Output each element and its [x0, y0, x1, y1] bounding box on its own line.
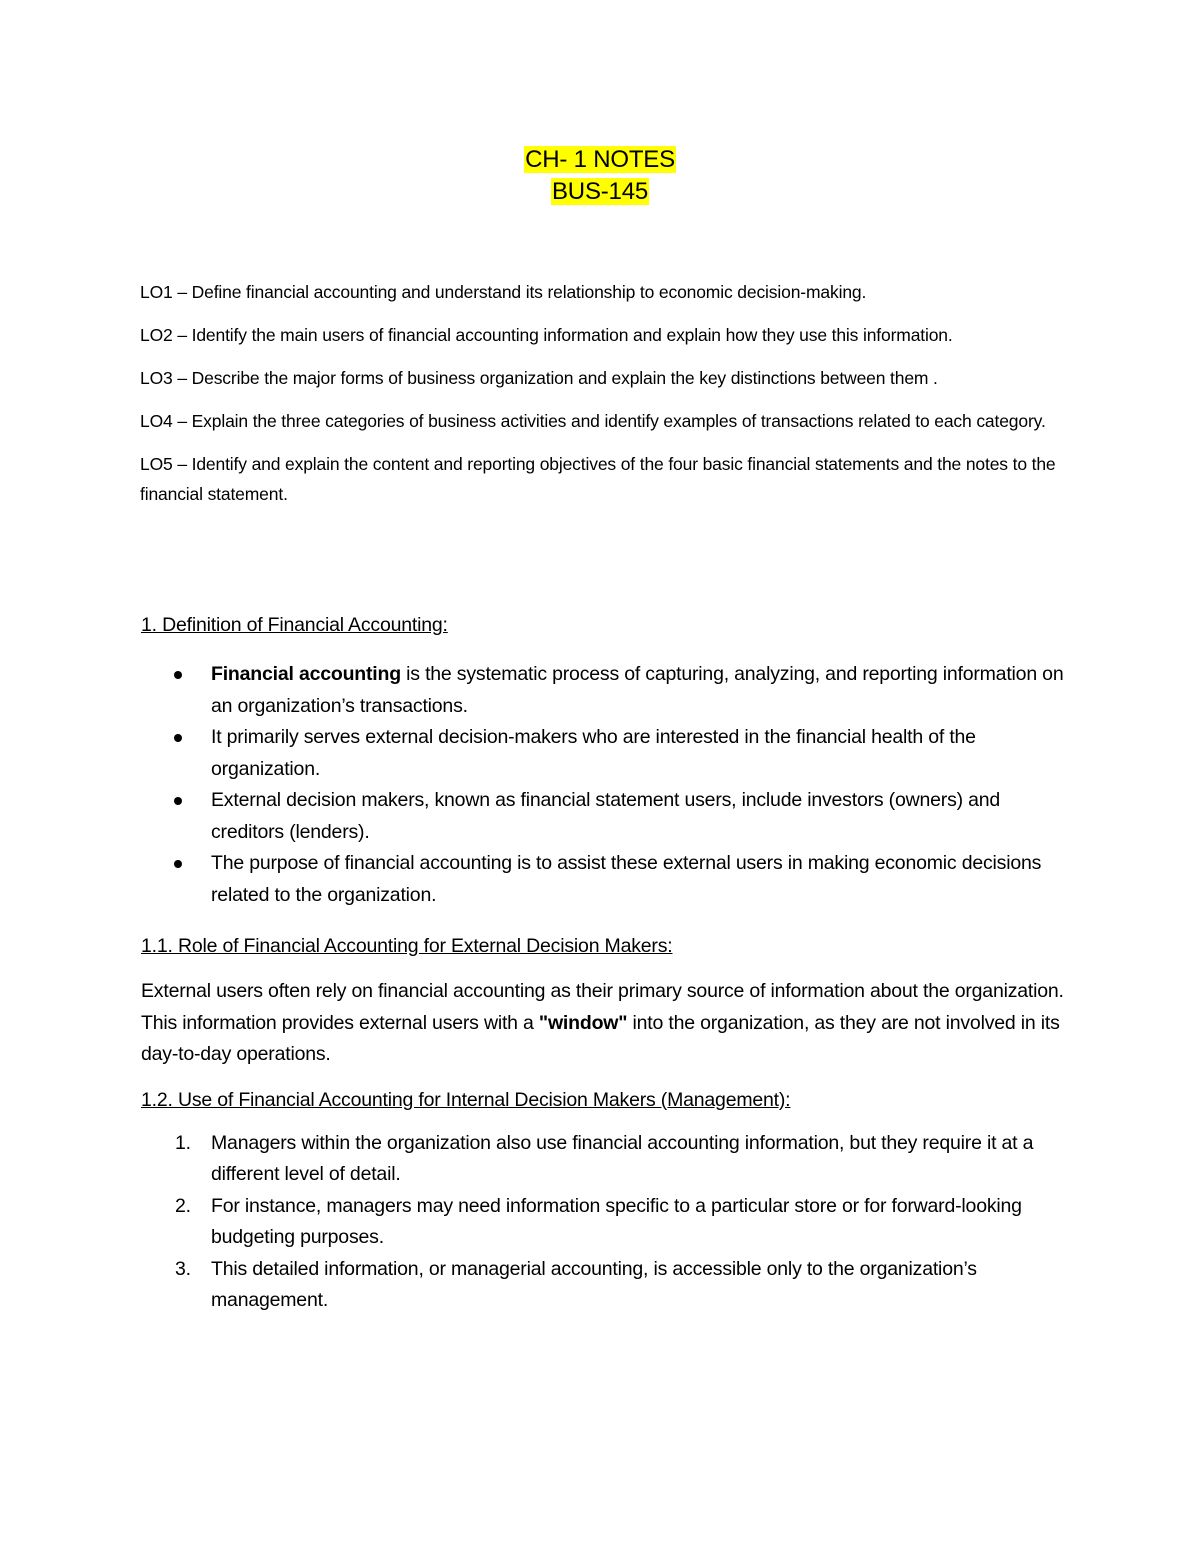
section-1-heading: 1. Definition of Financial Accounting: [141, 614, 448, 636]
section-1-1-heading: 1.1. Role of Financial Accounting for External Decision Makers: [141, 935, 673, 957]
list-item: It primarily serves external decision-makers who are interested in the financial health of the organization. [141, 722, 1071, 785]
bold-window: "window" [538, 1011, 628, 1034]
objective-lo4: LO4 – Explain the three categories of business activities and identify examples of transactions related to each category. [140, 411, 1046, 431]
bullet-icon [174, 797, 182, 805]
bullet-icon [174, 734, 182, 742]
section-1-1-paragraph: External users often rely on financial accounting as their primary source of information about the organization. This information provides external users with a "window" into the organization, as they are not involved in its day-to-day operations. [141, 980, 1064, 1065]
list-item: External decision makers, known as financial statement users, include investors (owners) and creditors (lenders). [141, 785, 1071, 848]
chapter-title: CH- 1 NOTES [525, 146, 675, 173]
bold-term: Financial accounting [211, 663, 401, 685]
list-item: 2. For instance, managers may need information specific to a particular store or for forward-looking budgeting purposes. [141, 1191, 1071, 1254]
objective-lo3: LO3 – Describe the major forms of business organization and explain the key distinctions between them . [140, 368, 938, 388]
list-item: 3. This detailed information, or managerial accounting, is accessible only to the organization’s management. [141, 1254, 1071, 1317]
learning-objectives [140, 277, 1070, 522]
list-item: 1. Managers within the organization also use financial accounting information, but they require it at a different level of detail. [141, 1128, 1071, 1191]
list-number: 3. [175, 1257, 191, 1280]
list-item: The purpose of financial accounting is to assist these external users in making economic decisions related to the organization. [141, 848, 1071, 911]
objective-lo1: LO1 – Define financial accounting and understand its relationship to economic decision-making. [140, 282, 867, 302]
objective-lo2: LO2 – Identify the main users of financial accounting information and explain how they use this information. [140, 325, 953, 345]
bullet-icon [174, 860, 182, 868]
section-1-2-heading: 1.2. Use of Financial Accounting for Internal Decision Makers (Management): [141, 1088, 791, 1111]
definition-bullet-list [141, 659, 1071, 911]
notes-content [141, 609, 1071, 1317]
course-code: BUS-145 [552, 178, 648, 205]
management-numbered-list [141, 1128, 1071, 1317]
bullet-icon [174, 671, 182, 679]
list-number: 2. [175, 1194, 191, 1217]
list-number: 1. [175, 1131, 191, 1154]
title-block [0, 144, 1200, 208]
objective-lo5: LO5 – Identify and explain the content and reporting objectives of the four basic financial statements and the notes to the financial statement. [140, 454, 1056, 504]
list-item: Financial accounting is the systematic process of capturing, analyzing, and reporting information on an organization’s transactions. [141, 659, 1071, 722]
